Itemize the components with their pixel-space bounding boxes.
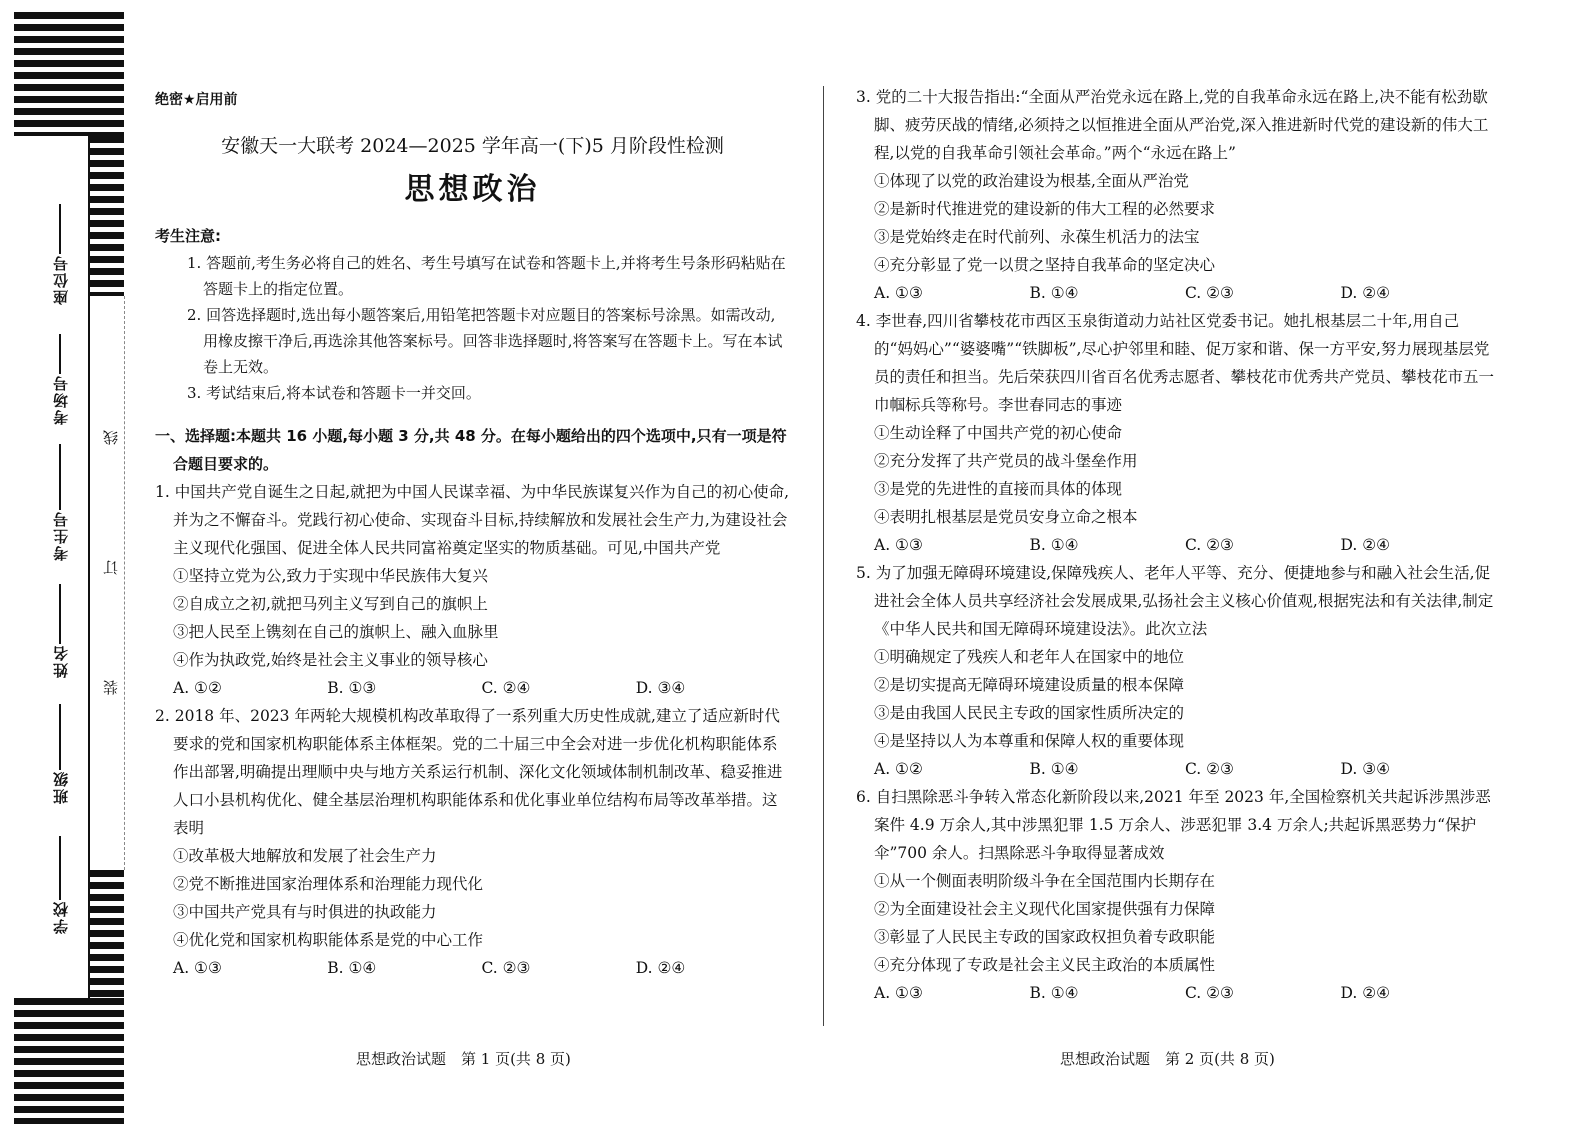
question-6 (856, 783, 1496, 1007)
choice-a[interactable]: A. ①③ (874, 984, 923, 1002)
page-2-column (856, 83, 1496, 1007)
notice-heading: 考生注意: (155, 227, 221, 245)
choice-a[interactable]: A. ①② (874, 760, 923, 778)
answer-choices (155, 954, 790, 982)
statement: ①生动诠释了中国共产党的初心使命 (874, 424, 1123, 442)
page-1-column (155, 80, 790, 982)
name-field[interactable] (40, 580, 80, 678)
column-divider (823, 86, 824, 1026)
answer-choices (856, 755, 1496, 783)
question-stem: 5. 为了加强无障碍环境建设,保障残疾人、老年人平等、充分、便捷地参与和融入社会生活,促进社会全体人员共享经济社会发展成果,弘扬社会主义核心价值观,根据宪法和有关法律,制定《中华人民共和国无障碍环境建设法》。此次立法 (856, 564, 1494, 638)
statement: ③是党始终走在时代前列、永葆生机活力的法宝 (874, 228, 1200, 246)
question-4 (856, 307, 1496, 559)
seat-number-label: 座位号 (51, 254, 70, 305)
candidate-number-field[interactable] (40, 440, 80, 561)
choice-d[interactable]: D. ②④ (1340, 284, 1391, 302)
statement: ①改革极大地解放和发展了社会生产力 (173, 847, 437, 865)
notice-item: 2. 回答选择题时,选出每小题答案后,用铅笔把答题卡对应题目的答案标号涂黑。如需改动,用橡皮擦干净后,再选涂其他答案标号。回答非选择题时,将答案写在答题卡上。写在本试卷上无效。 (187, 306, 783, 376)
secret-mark: 绝密★启用前 (155, 92, 238, 108)
subject-title: 思想政治 (404, 172, 541, 207)
choice-d[interactable]: D. ③④ (1340, 760, 1391, 778)
choice-b[interactable]: B. ①④ (1029, 984, 1079, 1002)
seat-number-field[interactable] (40, 200, 80, 305)
choice-d[interactable]: D. ②④ (1340, 984, 1391, 1002)
choice-a[interactable]: A. ①③ (874, 536, 923, 554)
school-label: 学校 (51, 900, 70, 934)
choice-a[interactable]: A. ①③ (173, 959, 222, 977)
choice-b[interactable]: B. ①④ (1029, 284, 1079, 302)
barcode-stripes-lower (90, 870, 124, 998)
choice-c[interactable]: C. ②③ (1185, 536, 1234, 554)
choice-b[interactable]: B. ①④ (327, 959, 377, 977)
statement: ④作为执政党,始终是社会主义事业的领导核心 (173, 651, 488, 669)
page-footer-2: 思想政治试题 第 2 页(共 8 页) (1060, 1050, 1275, 1068)
question-stem: 6. 自扫黑除恶斗争转入常态化新阶段以来,2021 年至 2023 年,全国检察机关共起诉涉黑涉恶案件 4.9 万余人,其中涉黑犯罪 1.5 万余人、涉恶犯罪 3.4 万余人;共起诉黑恶势力“保护伞”700 余人。扫黑除恶斗争取得显著成效 (856, 788, 1491, 862)
question-stem: 3. 党的二十大报告指出:“全面从严治党永远在路上,党的自我革命永远在路上,决不能有松劲歇脚、疲劳厌战的情绪,必须持之以恒推进全面从严治党,深入推进新时代党的建设新的伟大工程,以党的自我革命引领社会革命。”两个“永远在路上” (856, 88, 1489, 162)
statement: ④表明扎根基层是党员安身立命之根本 (874, 508, 1138, 526)
choice-c[interactable]: C. ②③ (1185, 284, 1234, 302)
margin-border-line (88, 136, 90, 998)
statement: ②充分发挥了共产党员的战斗堡垒作用 (874, 452, 1138, 470)
statement: ③中国共产党具有与时俱进的执政能力 (173, 903, 437, 921)
question-stem: 2. 2018 年、2023 年两轮大规模机构改革取得了一系列重大历史性成就,建立了适应新时代要求的党和国家机构职能体系主体框架。党的二十届三中全会对进一步优化机构职能体系作出部署,明确提出理顺中央与地方关系运行机制、深化文化领域体制机制改革、稳妥推进人口小县机构优化、健全基层治理机构职能体系和优化事业单位结构布局等改革举措。这表明 (155, 707, 783, 837)
barcode-stripes-bottom (14, 998, 124, 1124)
choice-d[interactable]: D. ③④ (635, 679, 686, 697)
choice-c[interactable]: C. ②③ (1185, 760, 1234, 778)
statement: ③把人民至上镌刻在自己的旗帜上、融入血脉里 (173, 623, 499, 641)
notice-item: 1. 答题前,考生务必将自己的姓名、考生号填写在试卷和答题卡上,并将考生号条形码粘贴在答题卡上的指定位置。 (187, 254, 786, 298)
statement: ④充分体现了专政是社会主义民主政治的本质属性 (874, 956, 1216, 974)
question-stem: 4. 李世春,四川省攀枝花市西区玉泉街道动力站社区党委书记。她扎根基层二十年,用自己的“妈妈心”“婆婆嘴”“铁脚板”,尽心护邻里和睦、促万家和谐、保一方平安,努力展现基层党员的责任和担当。先后荣获四川省百名优秀志愿者、攀枝花市优秀共产党员、攀枝花市五一巾帼标兵等称号。李世春同志的事迹 (856, 312, 1495, 414)
candidate-number-label: 考生号 (51, 510, 70, 561)
statement: ①体现了以党的政治建设为根基,全面从严治党 (874, 172, 1189, 190)
exam-title: 安徽天一大联考 2024—2025 学年高一(下)5 月阶段性检测 (221, 135, 724, 157)
notice-item: 3. 考试结束后,将本试卷和答题卡一并交回。 (187, 384, 481, 402)
choice-b[interactable]: B. ①③ (327, 679, 377, 697)
choice-a[interactable]: A. ①③ (874, 284, 923, 302)
choice-a[interactable]: A. ①② (173, 679, 222, 697)
statement: ③彰显了人民民主专政的国家政权担负着专政职能 (874, 928, 1216, 946)
cut-mark-bind: 订 (102, 560, 120, 575)
answer-choices (856, 279, 1496, 307)
choice-b[interactable]: B. ①④ (1029, 760, 1079, 778)
question-2 (155, 702, 790, 982)
question-5 (856, 559, 1496, 783)
choice-d[interactable]: D. ②④ (1340, 536, 1391, 554)
statement: ②为全面建设社会主义现代化国家提供强有力保障 (874, 900, 1216, 918)
cut-mark-pack: 装 (102, 680, 120, 695)
class-field[interactable] (40, 700, 80, 804)
choice-c[interactable]: C. ②③ (481, 959, 531, 977)
page-footer-1: 思想政治试题 第 1 页(共 8 页) (356, 1050, 571, 1068)
answer-choices (856, 979, 1496, 1007)
statement: ④是坚持以人为本尊重和保障人权的重要体现 (874, 732, 1185, 750)
statement: ③是由我国人民民主专政的国家性质所决定的 (874, 704, 1185, 722)
barcode-stripes-upper (90, 136, 124, 296)
statement: ③是党的先进性的直接而具体的体现 (874, 480, 1123, 498)
class-label: 班级 (51, 770, 70, 804)
barcode-stripes-top (14, 12, 124, 136)
statement: ①坚持立党为公,致力于实现中华民族伟大复兴 (173, 567, 488, 585)
school-field[interactable] (40, 832, 80, 934)
choice-d[interactable]: D. ②④ (635, 959, 686, 977)
statement: ②是新时代推进党的建设新的伟大工程的必然要求 (874, 200, 1216, 218)
statement: ①从一个侧面表明阶级斗争在全国范围内长期存在 (874, 872, 1216, 890)
question-3 (856, 83, 1496, 307)
answer-choices (856, 531, 1496, 559)
name-label: 姓名 (51, 644, 70, 678)
cut-line (124, 296, 125, 870)
choice-c[interactable]: C. ②④ (481, 679, 531, 697)
statement: ②自成立之初,就把马列主义写到自己的旗帜上 (173, 595, 488, 613)
question-1 (155, 478, 790, 702)
section-heading: 一、选择题:本题共 16 小题,每小题 3 分,共 48 分。在每小题给出的四个选项中,只有一项是符合题目要求的。 (155, 427, 787, 473)
answer-choices (155, 674, 790, 702)
statement: ①明确规定了残疾人和老年人在国家中的地位 (874, 648, 1185, 666)
choice-c[interactable]: C. ②③ (1185, 984, 1234, 1002)
question-stem: 1. 中国共产党自诞生之日起,就把为中国人民谋幸福、为中华民族谋复兴作为自己的初心使命,并为之不懈奋斗。党践行初心使命、实现奋斗目标,持续解放和发展社会生产力,为建设社会主义现代化强国、促进全体人民共同富裕奠定坚实的物质基础。可见,中国共产党 (155, 483, 790, 557)
cut-mark-line: 线 (102, 430, 120, 445)
binding-margin (0, 0, 128, 1138)
exam-room-label: 考场号 (51, 374, 70, 425)
exam-room-field[interactable] (40, 330, 80, 425)
statement: ②党不断推进国家治理体系和治理能力现代化 (173, 875, 484, 893)
statement: ④充分彰显了党一以贯之坚持自我革命的坚定决心 (874, 256, 1216, 274)
statement: ④优化党和国家机构职能体系是党的中心工作 (173, 931, 484, 949)
notice-list (155, 250, 790, 406)
choice-b[interactable]: B. ①④ (1029, 536, 1079, 554)
statement: ②是切实提高无障碍环境建设质量的根本保障 (874, 676, 1185, 694)
